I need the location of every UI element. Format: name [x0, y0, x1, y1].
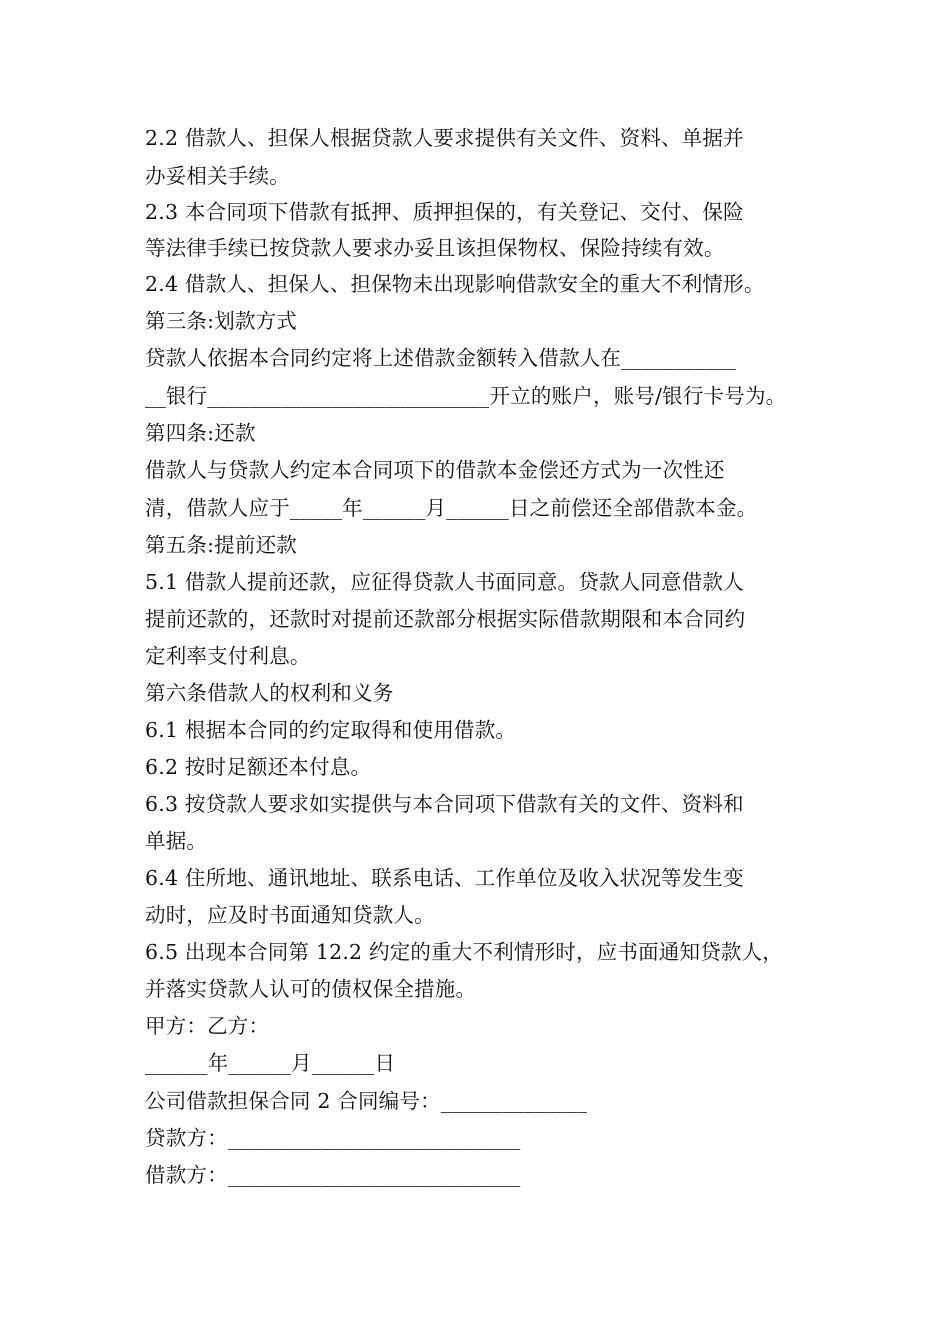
text-line: 等法律手续已按贷款人要求办妥且该担保物权、保险持续有效。 [145, 236, 725, 260]
text-line: 6.4 住所地、通讯地址、联系电话、工作单位及收入状况等发生变 [145, 866, 744, 890]
text-line: 清，借款人应于_____年______月______日之前偿还全部借款本金。 [145, 496, 758, 520]
text-line: 2.4 借款人、担保人、担保物未出现影响借款安全的重大不利情形。 [145, 272, 765, 296]
text-line: __银行___________________________开立的账户，账号/银行卡号为。 [145, 384, 787, 408]
text-line: 提前还款的，还款时对提前还款部分根据实际借款期限和本合同约 [145, 607, 746, 631]
section-heading: 第五条:提前还款 [145, 533, 298, 557]
text-line: 贷款人依据本合同约定将上述借款金额转入借款人在___________ [145, 346, 737, 370]
section-heading: 第四条:还款 [145, 421, 256, 445]
text-line: 6.2 按时足额还本付息。 [145, 755, 372, 779]
text-line: 办妥相关手续。 [145, 164, 290, 188]
contract-title: 公司借款担保合同 2 合同编号：______________ [145, 1089, 588, 1113]
signature-date: ______年______月______日 [145, 1051, 396, 1075]
section-heading: 第三条:划款方式 [145, 309, 298, 333]
borrower-field: 借款方：____________________________ [145, 1163, 521, 1187]
lender-field: 贷款方：____________________________ [145, 1126, 521, 1150]
text-line: 并落实贷款人认可的债权保全措施。 [145, 977, 477, 1001]
text-line: 2.3 本合同项下借款有抵押、质押担保的，有关登记、交付、保险 [145, 200, 744, 224]
section-heading: 第六条借款人的权利和义务 [145, 681, 394, 705]
text-line: 2.2 借款人、担保人根据贷款人要求提供有关文件、资料、单据并 [145, 126, 744, 150]
text-line: 6.5 出现本合同第 12.2 约定的重大不利情形时，应书面通知贷款人， [145, 940, 783, 964]
text-line: 动时，应及时书面通知贷款人。 [145, 903, 435, 927]
signature-parties: 甲方：乙方： [145, 1014, 270, 1038]
text-line: 借款人与贷款人约定本合同项下的借款本金偿还方式为一次性还 [145, 458, 725, 482]
text-line: 5.1 借款人提前还款，应征得贷款人书面同意。贷款人同意借款人 [145, 570, 744, 594]
text-line: 单据。 [145, 829, 208, 853]
text-line: 6.3 按贷款人要求如实提供与本合同项下借款有关的文件、资料和 [145, 792, 744, 816]
text-line: 6.1 根据本合同的约定取得和使用借款。 [145, 718, 517, 742]
text-line: 定利率支付利息。 [145, 644, 311, 668]
